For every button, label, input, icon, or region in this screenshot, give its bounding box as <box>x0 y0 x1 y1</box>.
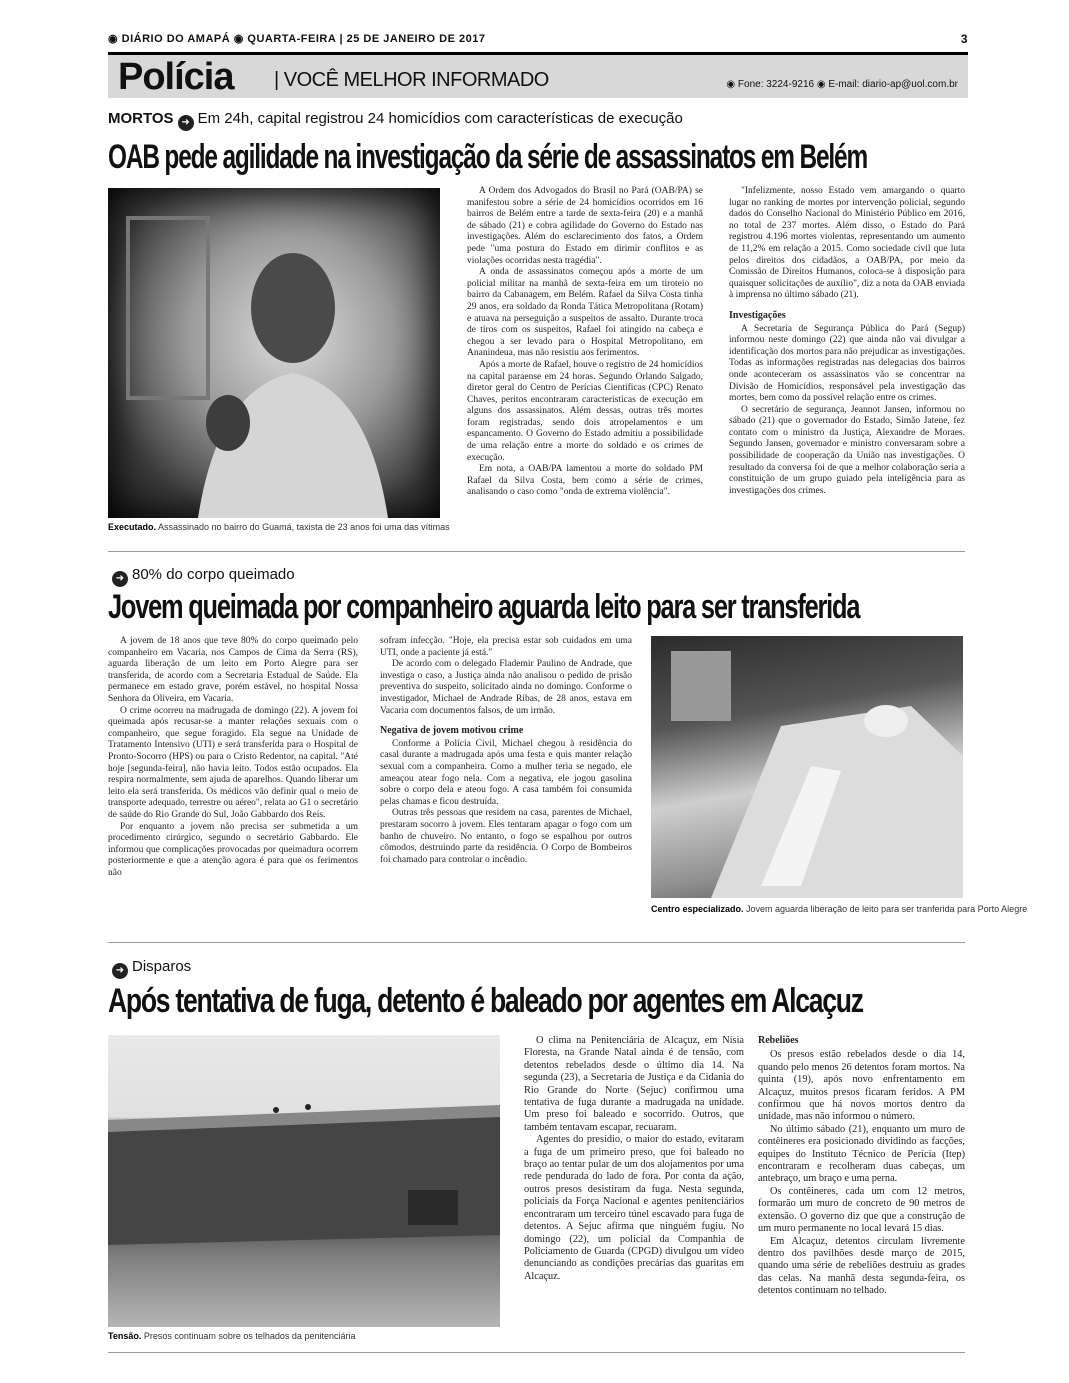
story3-kicker <box>108 958 191 979</box>
paragraph: A jovem de 18 anos que teve 80% do corpo queimado pelo companheiro em Vacaria, nos Campos de Cima da Serra (RS), aguarda liberação de um leito em Porto Alegre para ser transferida, de acordo com a Secretaria Estadual de Saúde. Ela permanece em estado grave, porém estável, no hospital Nossa Senhora da Oliveira, em Vacaria. <box>108 636 358 704</box>
section-bar <box>108 52 968 98</box>
masthead-line <box>108 32 968 48</box>
story2-photo <box>651 636 963 898</box>
paragraph: A Ordem dos Advogados do Brasil no Pará (OAB/PA) se manifestou sobre a série de 24 homicídios ocorridos em 16 bairros de Belém entre a tarde de sexta-feira (20) e a manhã de sábado (21) e cobra agilidade do Governo do Estado nas investigações. Além do esclarecimento dos fatos, a Ordem pede "uma postura do Estado em dirimir conflitos e as violações ocorridas nesta tragédia". <box>467 186 703 266</box>
story3-caption-bold: Tensão. <box>108 1331 142 1341</box>
story2-col1 <box>108 636 358 928</box>
paragraph: Em nota, a OAB/PA lamentou a morte do soldado PM Rafael da Silva Costa, bem como a série de crimes, analisando o caso como "onda de extrema violência". <box>467 464 703 498</box>
story2-caption-bold: Centro especializado. <box>651 904 744 914</box>
paragraph: Por enquanto a jovem não precisa ser submetida a um procedimento cirúrgico, segundo o secretário Gabbardo. Ele informou que complicações provocadas por queimadura ocorrem posteriormente e que a atenção agora é para que os ferimentos não <box>108 821 358 878</box>
paragraph: Agentes do presídio, o maior do estado, evitaram a fuga de um primeiro preso, que foi baleado no braço ao tentar pular de um dos alojamentos por uma rede pendurada do lado de fora. Por conta da ação, outros presos desistiram da fuga. Nesta segunda, policiais da Força Nacional e agentes penitenciários encontraram um terceiro túnel escavado para fuga de detentos. A Sejuc afirma que ninguém fugiu. No domingo (22), um policial da Companhia de Policiamento de Guarda (CPGD) divulgou um vídeo denunciando as condições precárias das guaritas em Alcaçuz. <box>524 1134 744 1282</box>
story2-kicker-text: 80% do corpo queimado <box>132 566 295 583</box>
story1-kicker-label: MORTOS <box>108 110 174 127</box>
story2-caption <box>651 904 1027 914</box>
story3-col2 <box>758 1035 965 1345</box>
masthead: ◉ DIÁRIO DO AMAPÁ ◉ QUARTA-FEIRA | 25 DE JANEIRO DE 2017 <box>108 33 486 45</box>
story1-kicker <box>108 110 683 131</box>
divider <box>108 1352 965 1353</box>
subhead: Rebeliões <box>758 1035 799 1046</box>
section-title: Polícia <box>118 56 234 98</box>
paragraph: "Infelizmente, nosso Estado vem amargando o quarto lugar no ranking de mortes por intervenção policial, segundo dados do Conselho Nacional do Ministério Público em 2016, no total de 237 mortes. Além disso, o Estado do Pará registrou 4.196 mortes violentas, representando um aumento de 11,2% em relação a 2015. Como sociedade civil que luta pelos direitos dos cidadãos, a OAB/PA, por meio da Comissão de Direitos Humanos, coloca-se à disposição para quaisquer solicitações de auxílio", diz a nota da OAB enviada à imprensa no último sábado (21). <box>729 186 965 301</box>
arrow-icon: ➜ <box>112 571 128 587</box>
divider <box>108 551 965 552</box>
story1-caption-text: Assassinado no bairro do Guamá, taxista de 23 anos foi uma das vítimas <box>156 522 450 532</box>
subhead: Investigações <box>729 309 786 321</box>
paragraph: O secretário de segurança, Jeannot Jansen, informou no sábado (21) que o governador do Estado, Simão Jatene, fez contato com o ministro da Justiça, Alexandre de Moraes. Segundo Jansen, governador e ministro conversaram sobre a possibilidade de cooperação da União nas investigações. O resultado da conversa foi de que a melhor colaboração seria a constituição de um grupo guiado pela inteligência para as investigações dos crimes. <box>729 404 965 496</box>
paragraph: A Secretaria de Segurança Pública do Pará (Segup) informou neste domingo (22) que ainda não vai divulgar a identificação dos mortos para não prejudicar as investigações. Todas as informações registradas nas delegacias dos bairros onde aconteceram os assassinatos vão se concentrar na Divisão de Homicídios, responsável pela investigação das mortes, bem como da possível relação entre os crimes. <box>729 323 965 404</box>
paragraph: De acordo com o delegado Flademir Paulino de Andrade, que investiga o caso, a Justiça ainda não analisou o pedido de prisão preventiva do suspeito, solicitado ainda no domingo. Conforme o investigador, Michael de Andrade Ribas, de 28 anos, estava em Vacaria com documentos falsos, de um irmão. <box>380 659 632 716</box>
story1-caption-bold: Executado. <box>108 522 157 532</box>
paragraph: Conforme a Polícia Civil, Michael chegou à residência do casal durante a madrugada após uma festa e quis manter relação sexual com a companheira. Como a mulher teria se negado, ele ameaçou atear fogo nela. Com a negativa, ele jogou gasolina sobre o corpo dela e ateou fogo. A casa também foi consumida pelas chamas e ficou destruída. <box>380 738 632 807</box>
story2-kicker <box>108 566 295 587</box>
story1-photo <box>108 188 440 518</box>
section-tagline: | VOCÊ MELHOR INFORMADO <box>274 69 549 91</box>
paragraph: Após a morte de Rafael, houve o registro de 24 homicídios na capital paraense em 24 horas. Segundo Orlando Salgado, diretor geral do Centro de Perícias Científicas (CPC) Renato Chaves, peritos encontraram características de execução em alguns dos assassinatos. Além dessas, outras três mortes foram registradas, sendo dois atropelamentos e um espancamento. O Governo do Estado admitiu a possibilidade de uma relação entre a morte do soldado e os crimes de execução. <box>467 359 703 463</box>
paragraph: O clima na Penitenciária de Alcaçuz, em Nísia Floresta, na Grande Natal ainda é de tensão, com detentos rebelados desde o último dia 14. Na segunda (23), a Secretaria de Justiça e da Cidania do Rio Grande do Norte (Sejuc) confirmou uma tentativa de fuga durante a madrugada na unidade. Um preso foi baleado e socorrido. Outros, que também tentavam escapar, recuaram. <box>524 1035 744 1133</box>
prison-image <box>108 1035 500 1327</box>
arrow-icon: ➜ <box>178 115 194 131</box>
paragraph: Em Alcaçuz, detentos circulam livremente dentro dos pavilhões desde março de 2015, quando uma série de rebeliões destruiu as grades das celas. Na manhã desta segunda-feira, os detentos continuam no telhado. <box>758 1235 965 1297</box>
story1-col2 <box>729 186 965 542</box>
paragraph: A onda de assassinatos começou após a morte de um policial militar na manhã de sexta-feira em um tiroteio no bairro da Cabanagem, em Belém. Rafael da Silva Costa tinha 29 anos, era soldado da Ronda Tática Metropolitana (Rotam) e atuava na perseguição a suspeitos de assalto. Durante troca de tiros com os suspeitos, Rafael foi atingido na cabeça e chegou a ser levado para o Hospital Metropolitano, em Ananindeua, mas não resistiu aos ferimentos. <box>467 267 703 359</box>
portrait-image <box>108 188 440 518</box>
story3-caption-text: Presos continuam sobre os telhados da penitenciária <box>141 1331 356 1341</box>
paragraph: Os contêineres, cada um com 12 metros, formarão um muro de concreto de 90 metros de extensão. O governo diz que que a construção de um muro permanente no local levará 15 dias. <box>758 1185 965 1235</box>
story3-caption <box>108 1331 355 1341</box>
subhead: Negativa de jovem motivou crime <box>380 725 524 737</box>
story2-caption-text: Jovem aguarda liberação de leito para ser tranferida para Porto Alegre <box>743 904 1028 914</box>
story2-headline: Jovem queimada por companheiro aguarda leito para ser transferida <box>108 588 860 626</box>
story1-col1 <box>467 186 703 542</box>
paragraph: Outras três pessoas que residem na casa, parentes de Michael, prestaram socorro à jovem. Eles tentaram apagar o fogo com um banho de chuveiro. No entanto, o fogo se espalhou por outros cômodos, destruindo parte da residência. O Corpo de Bombeiros foi chamado para controlar o incêndio. <box>380 808 632 865</box>
story3-photo <box>108 1035 500 1327</box>
paragraph: O crime ocorreu na madrugada de domingo (22). A jovem foi queimada após recusar-se a manter relações sexuais com o companheiro, que segue foragido. Ela segue na Unidade de Tratamento Intensivo (UTI) e será transferida para o Hospital de Pronto-Socorro (HPS) ou para o Cristo Redentor, na capital. "Até hoje [segunda-feira], não havia leito. Todos estão ocupados. Ela respira normalmente, sem ajuda de aparelhos. Quando liberar um leito ela será transferida. Os médicos vão definir qual o meio de transporte adequado, terrestre ou aéreo", relata ao G1 o secretário de saúde do Rio Grande do Sul, João Gabbardo dos Reis. <box>108 705 358 820</box>
story3-col1 <box>524 1035 744 1345</box>
story1-headline: OAB pede agilidade na investigação da série de assassinatos em Belém <box>108 138 868 176</box>
paragraph: No último sábado (21), enquanto um muro de contêineres era posicionado dividindo as facções, equipes do Instituto Técnico de Perícia (Itep) encontraram e recolheram duas cabeças, um antebraço, um braço e uma perna. <box>758 1123 965 1185</box>
story1-kicker-text: Em 24h, capital registrou 24 homicídios com características de execução <box>197 110 683 127</box>
paragraph: sofram infecção. "Hoje, ela precisa estar sob cuidados em uma UTI, onde a paciente já está." <box>380 636 632 658</box>
paragraph: Os presos estão rebelados desde o dia 14, quando pelo menos 26 detentos foram mortos. Na quinta (19), após novo enfrentamento em Alcaçuz, muitos presos ficaram feridos. A PM confirmou que há novos mortos dentro da unidade, mas não informou o número. <box>758 1049 965 1123</box>
hospital-image <box>651 636 963 898</box>
divider <box>108 942 965 943</box>
page-number: 3 <box>960 32 968 46</box>
story3-kicker-text: Disparos <box>132 958 192 975</box>
arrow-icon: ➜ <box>112 963 128 979</box>
story1-caption <box>108 522 450 532</box>
story2-col2 <box>380 636 632 928</box>
story3-headline: Após tentativa de fuga, detento é baleado por agentes em Alcaçuz <box>108 982 863 1020</box>
contact-info: ◉ Fone: 3224-9216 ◉ E-mail: diario-ap@uol.com.br <box>726 79 958 90</box>
